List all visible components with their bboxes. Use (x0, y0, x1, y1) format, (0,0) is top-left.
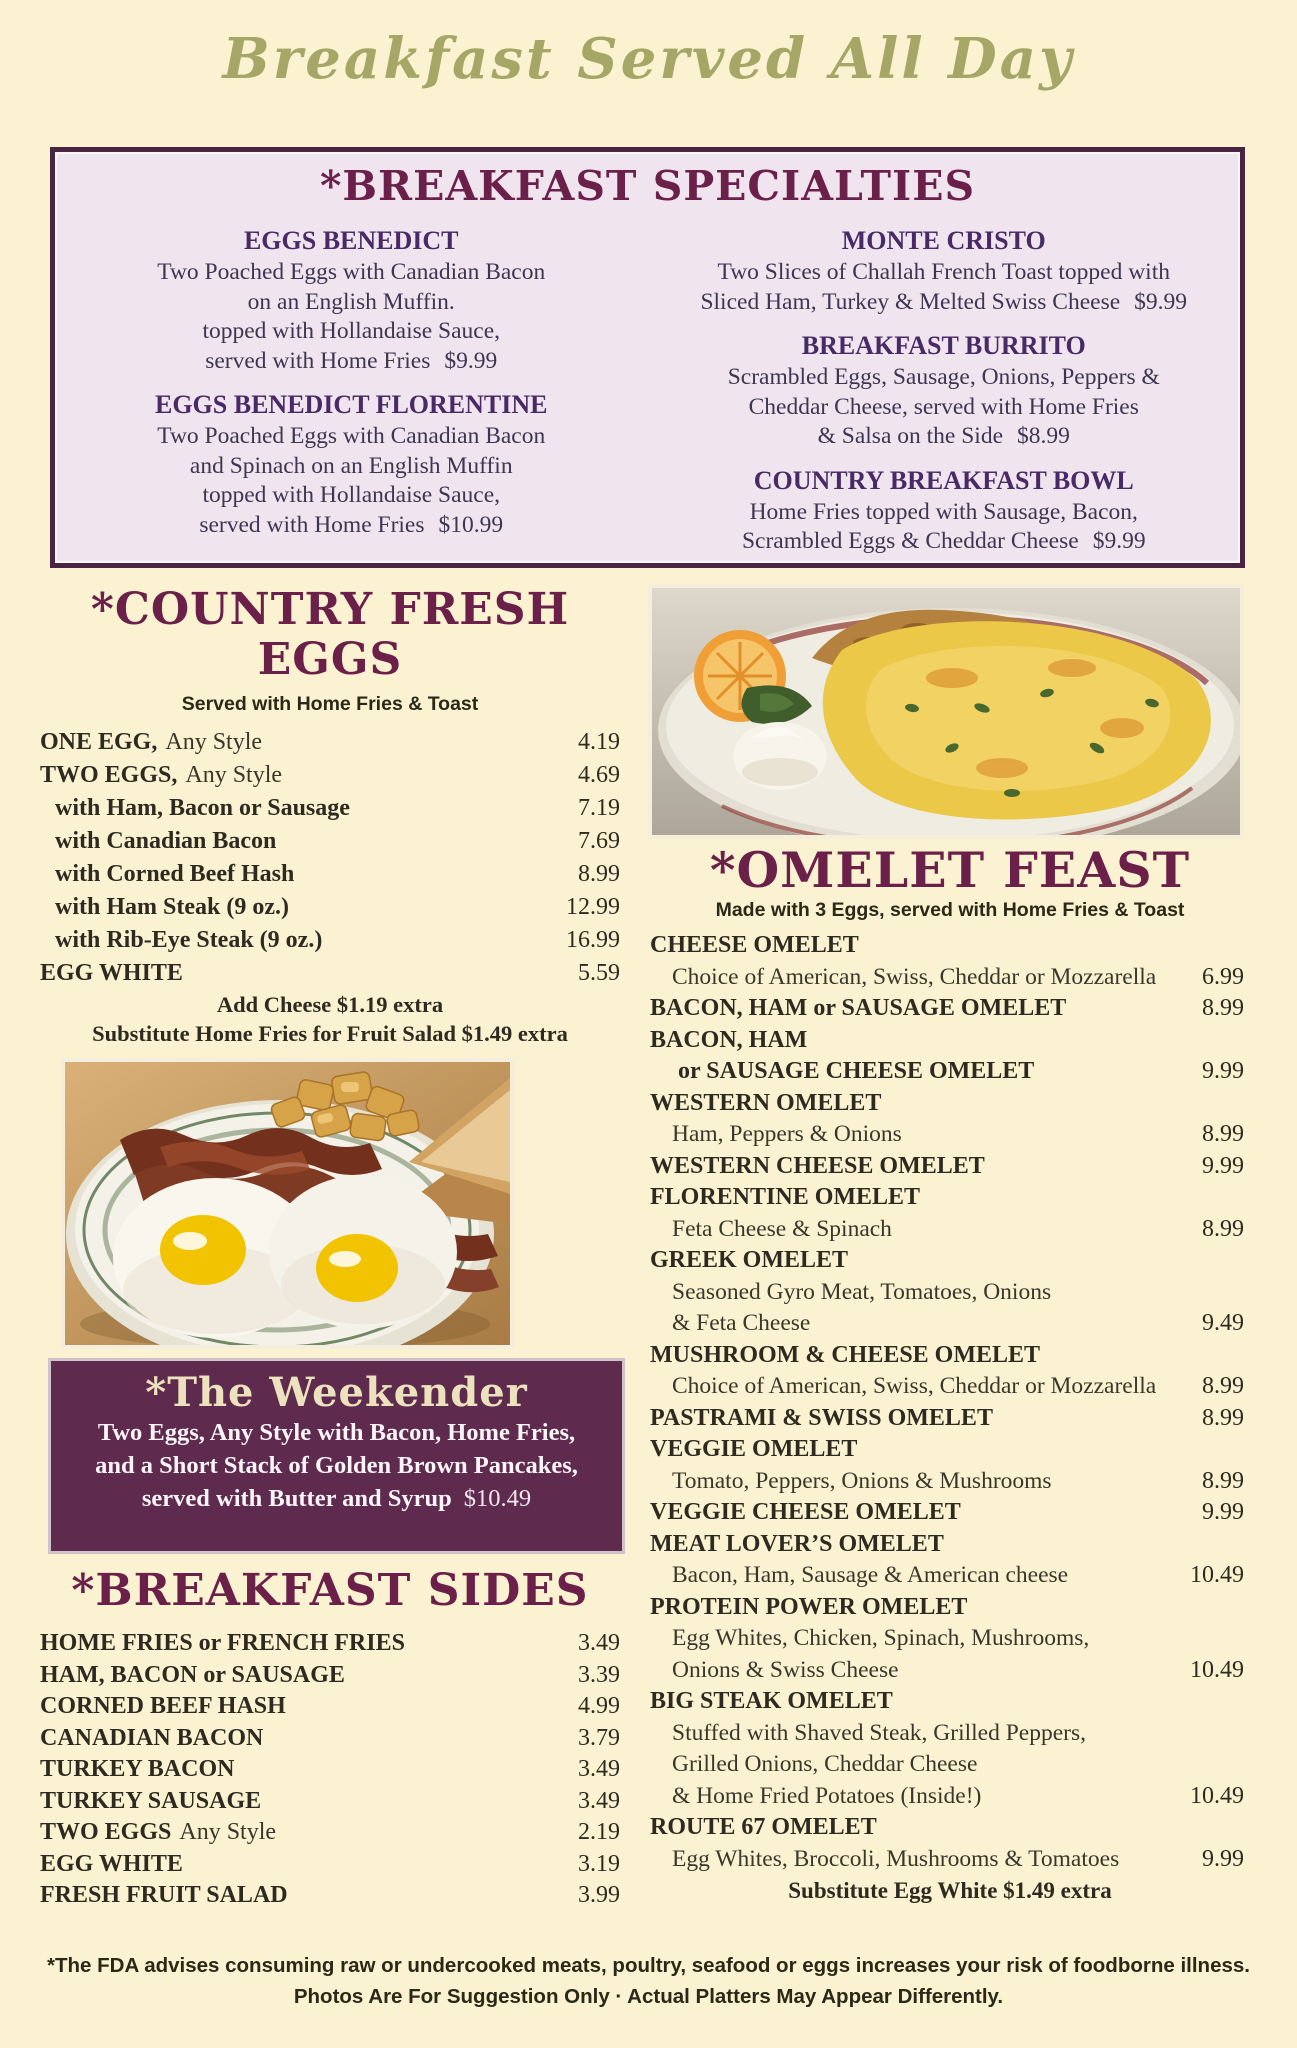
omelet-name: VEGGIE CHEESE OMELET (650, 1499, 961, 1525)
item-qualifier: Any Style (179, 1819, 277, 1845)
item-name: TWO EGGS, (40, 762, 178, 788)
item-name-group (40, 1817, 276, 1849)
omelet-price: 8.99 (1202, 1121, 1244, 1147)
omelet-item (650, 993, 1250, 1025)
omelet-description: Choice of American, Swiss, Cheddar or Mozzarella (672, 1373, 1157, 1399)
item-price: 8.99 (578, 861, 620, 887)
omelet-name: BIG STEAK OMELET (650, 1688, 893, 1714)
item-qualifier: Any Style (185, 762, 283, 788)
omelet-price: 9.99 (1202, 1058, 1244, 1084)
omelet-price: 8.99 (1202, 995, 1244, 1021)
menu-item-row (40, 924, 620, 957)
omelet-description: Seasoned Gyro Meat, Tomatoes, Onions & Feta Cheese (672, 1278, 1052, 1336)
omelet-name: WESTERN CHEESE OMELET (650, 1152, 985, 1179)
omelet-description: Stuffed with Shaved Steak, Grilled Peppers, Grilled Onions, Cheddar Cheese & Home Fried Potatoes (Inside!) (672, 1719, 1087, 1809)
specialty-price: $8.99 (1017, 423, 1070, 449)
weekender-price: $10.49 (463, 1485, 532, 1512)
item-name-group (55, 825, 276, 858)
omelet-name: BACON, HAM or SAUSAGE OMELET (650, 995, 1067, 1021)
item-price: 3.19 (578, 1850, 620, 1877)
item-name-group (40, 1723, 263, 1755)
menu-item-row (40, 1691, 620, 1723)
weekender-line1: Two Eggs, Any Style with Bacon, Home Fries, (97, 1419, 576, 1446)
section-title-country-fresh-eggs (40, 585, 620, 685)
specialty-description: Two Slices of Challah French Toast topped with (717, 259, 1170, 285)
section-title-line2: EGGS (257, 634, 403, 685)
item-price: 3.49 (578, 1630, 620, 1656)
specialty-price: $9.99 (444, 347, 498, 374)
menu-item-row (40, 1723, 620, 1755)
omelet-name: MEAT LOVER’S OMELET (650, 1530, 944, 1557)
specialty-description-text: served with Home Fries (205, 347, 431, 374)
specialty-item (648, 464, 1241, 557)
omelet-name: WESTERN OMELET (650, 1089, 882, 1116)
omelet-name: CHEESE OMELET (650, 932, 859, 958)
bacon-eggs-breakfast-photo (61, 1058, 514, 1349)
breakfast-sides-list (40, 1628, 620, 1912)
item-name: with Ham, Bacon or Sausage (55, 795, 350, 821)
section-title-line1: *COUNTRY FRESH (90, 584, 570, 635)
omelet-list (650, 930, 1250, 1875)
item-name-group (40, 1849, 183, 1881)
specialty-name: MONTE CRISTO (841, 226, 1046, 255)
specialties-right-column (648, 212, 1241, 557)
item-price: 4.19 (578, 729, 620, 755)
item-name-group (40, 1786, 261, 1818)
item-name-group (40, 759, 282, 792)
page-title: Breakfast Served All Day (222, 26, 1075, 92)
section-title-breakfast-sides: *BREAKFAST SIDES (71, 1565, 589, 1616)
menu-item-row (40, 858, 620, 891)
bacon-eggs-photo-art (65, 1062, 510, 1345)
omelet-price: 8.99 (1202, 1373, 1244, 1399)
specialties-columns (55, 212, 1240, 557)
item-name: HOME FRIES or FRENCH FRIES (40, 1630, 405, 1656)
menu-item-row (40, 1628, 620, 1660)
omelet-price: 9.99 (1202, 1152, 1244, 1179)
item-name-group (55, 792, 350, 825)
specialty-description-last-line (648, 422, 1241, 452)
specialty-description: Two Poached Eggs with Canadian Bacon and Spinach on an English Muffin topped with Hollandaise Sauce, (157, 423, 546, 508)
omelet-description: Egg Whites, Chicken, Spinach, Mushrooms, Onions & Swiss Cheese (672, 1625, 1090, 1683)
omelet-price: 9.99 (1202, 1499, 1244, 1525)
omelet-item (650, 1151, 1250, 1183)
item-price: 3.79 (578, 1724, 620, 1751)
menu-item-row (40, 825, 620, 858)
omelet-item (650, 1686, 1250, 1812)
omelet-description: Feta Cheese & Spinach (672, 1215, 892, 1242)
omelet-item (650, 1529, 1250, 1592)
item-name: CANADIAN BACON (40, 1724, 264, 1751)
omelet-description: Bacon, Ham, Sausage & American cheese (672, 1562, 1069, 1588)
specialty-name: COUNTRY BREAKFAST BOWL (753, 465, 1134, 495)
omelet-description: Ham, Peppers & Onions (672, 1121, 902, 1147)
omelet-description: Egg Whites, Broccoli, Mushrooms & Tomatoes (672, 1845, 1120, 1872)
omelet-item (650, 1434, 1250, 1497)
omelet-feast-subtitle: Made with 3 Eggs, served with Home Fries & Toast (715, 899, 1185, 921)
item-name-group (40, 1628, 405, 1660)
omelet-name: MUSHROOM & CHEESE OMELET (650, 1341, 1041, 1368)
item-name: with Canadian Bacon (55, 828, 277, 854)
item-name: FRESH FRUIT SALAD (40, 1882, 288, 1908)
menu-item-row (40, 891, 620, 924)
specialty-name: BREAKFAST BURRITO (801, 331, 1086, 360)
item-price: 3.49 (578, 1787, 620, 1814)
specialty-description-last-line (648, 288, 1241, 318)
country-fresh-eggs-subtitle: Served with Home Fries & Toast (181, 693, 479, 715)
menu-item-row (40, 1754, 620, 1786)
specialty-name: EGGS BENEDICT FLORENTINE (154, 390, 548, 419)
footer-disclaimer (0, 1950, 1297, 2012)
fda-disclaimer: *The FDA advises consuming raw or undercooked meats, poultry, seafood or eggs increases your risk of foodborne illness. (47, 1954, 1250, 1977)
omelet-name: PROTEIN POWER OMELET (650, 1593, 968, 1620)
omelet-feast-section (650, 841, 1250, 1904)
omelet-description: Tomato, Peppers, Onions & Mushrooms (672, 1467, 1052, 1494)
omelet-price: 8.99 (1202, 1467, 1244, 1494)
substitute-note: Substitute Home Fries for Fruit Salad $1.49 extra (92, 1021, 568, 1046)
specialty-description-last-line (648, 527, 1241, 557)
menu-item-row (40, 792, 620, 825)
menu-item-row (40, 759, 620, 792)
item-price: 4.99 (578, 1693, 620, 1719)
item-name: EGG WHITE (40, 1850, 183, 1877)
country-fresh-eggs-list (40, 726, 620, 990)
item-name: with Corned Beef Hash (55, 861, 295, 887)
omelet-price: 8.99 (1202, 1215, 1244, 1242)
omelet-price: 10.49 (1190, 1782, 1244, 1809)
omelet-item (650, 1592, 1250, 1687)
item-price: 12.99 (566, 894, 620, 920)
item-price: 7.69 (578, 828, 620, 854)
omelet-name: GREEK OMELET (650, 1247, 849, 1273)
omelet-price: 6.99 (1202, 963, 1244, 990)
weekender-last-text: served with Butter and Syrup (141, 1485, 452, 1512)
item-price: 5.59 (578, 960, 620, 986)
omelet-item (650, 1812, 1250, 1875)
specialty-description-text: & Salsa on the Side (817, 423, 1003, 449)
item-name-group (55, 858, 294, 891)
omelet-price: 10.49 (1190, 1562, 1244, 1588)
specialty-item (55, 388, 648, 540)
item-name: EGG WHITE (40, 960, 183, 986)
omelet-description: Choice of American, Swiss, Cheddar or Mozzarella (672, 963, 1157, 990)
item-price: 7.19 (578, 795, 620, 821)
menu-item-row (40, 1660, 620, 1692)
specialty-name: EGGS BENEDICT (243, 226, 459, 255)
item-name-group (40, 726, 262, 759)
item-name-group (40, 1880, 288, 1912)
omelet-item (650, 1025, 1250, 1088)
specialty-description-last-line (55, 511, 648, 541)
egg-white-substitute-note: Substitute Egg White $1.49 extra (788, 1878, 1112, 1903)
specialty-description-text: Scrambled Eggs & Cheddar Cheese (741, 528, 1079, 554)
section-title-omelet-feast: *OMELET FEAST (709, 841, 1191, 899)
add-cheese-note: Add Cheese $1.19 extra (216, 992, 444, 1017)
item-name: TURKEY BACON (40, 1756, 235, 1782)
item-name: with Rib-Eye Steak (9 oz.) (55, 927, 323, 953)
item-price: 3.99 (578, 1882, 620, 1908)
item-name-group (40, 1754, 234, 1786)
omelet-item (650, 1245, 1250, 1340)
item-name-group (40, 957, 183, 990)
specialty-price: $9.99 (1092, 528, 1146, 554)
item-name: TWO EGGS (40, 1819, 172, 1845)
specialty-description-last-line (55, 347, 648, 377)
item-name: CORNED BEEF HASH (40, 1693, 286, 1719)
item-name-group (40, 1660, 345, 1692)
omelet-item (650, 1497, 1250, 1529)
item-name: ONE EGG, (40, 729, 158, 755)
omelet-price: 8.99 (1202, 1404, 1244, 1431)
item-name: TURKEY SAUSAGE (40, 1787, 262, 1814)
item-price: 4.69 (578, 762, 620, 788)
specialty-price: $9.99 (1134, 288, 1188, 315)
section-title-breakfast-specialties: *BREAKFAST SPECIALTIES (319, 162, 976, 210)
menu-item-row (40, 957, 620, 990)
specialty-item (648, 329, 1241, 452)
specialty-description: Home Fries topped with Sausage, Bacon, (749, 498, 1138, 525)
omelet-name: ROUTE 67 OMELET (650, 1814, 877, 1840)
omelet-item (650, 1340, 1250, 1403)
omelet-name: FLORENTINE OMELET (650, 1184, 921, 1210)
breakfast-sides-section (40, 1566, 620, 1912)
item-name-group (55, 891, 289, 924)
menu-item-row (40, 1786, 620, 1818)
omelet-name: PASTRAMI & SWISS OMELET (650, 1404, 993, 1431)
specialty-item (648, 224, 1241, 317)
specialty-description: Two Poached Eggs with Canadian Bacon on an English Muffin. topped with Hollandaise Sauce, (157, 259, 546, 344)
menu-item-row (40, 1849, 620, 1881)
omelet-item (650, 1182, 1250, 1245)
omelet-name: VEGGIE OMELET (650, 1436, 858, 1462)
specialties-left-column (55, 212, 648, 557)
weekender-last-line (51, 1482, 622, 1515)
item-price: 2.19 (578, 1819, 620, 1845)
item-qualifier: Any Style (165, 729, 263, 755)
omelet-name: BACON, HAM or SAUSAGE CHEESE OMELET (650, 1026, 1035, 1084)
menu-item-row (40, 1817, 620, 1849)
omelet-platter-photo (648, 584, 1244, 839)
weekender-box (48, 1358, 625, 1554)
item-name-group (55, 924, 322, 957)
weekender-title: *The Weekender (145, 1369, 528, 1416)
weekender-line2: and a Short Stack of Golden Brown Pancakes, (95, 1452, 578, 1479)
omelet-item (650, 930, 1250, 993)
menu-item-row (40, 1880, 620, 1912)
omelet-price: 9.49 (1202, 1310, 1244, 1336)
specialty-description-text: served with Home Fries (199, 511, 425, 538)
specialty-description-text: Sliced Ham, Turkey & Melted Swiss Cheese (700, 288, 1121, 315)
specialty-price: $10.99 (438, 511, 504, 538)
omelet-item (650, 1403, 1250, 1435)
specialty-description: Scrambled Eggs, Sausage, Onions, Peppers & Cheddar Cheese, served with Home Fries (727, 364, 1160, 420)
menu-item-row (40, 726, 620, 759)
omelet-price: 10.49 (1190, 1656, 1244, 1683)
omelet-price: 9.99 (1202, 1845, 1244, 1872)
omelet-item (650, 1088, 1250, 1151)
item-name: with Ham Steak (9 oz.) (55, 894, 289, 920)
item-price: 16.99 (566, 927, 620, 953)
photo-disclaimer: Photos Are For Suggestion Only · Actual Platters May Appear Differently. (293, 1985, 1004, 2008)
item-price: 3.39 (578, 1661, 620, 1688)
country-fresh-eggs-section (40, 585, 620, 1048)
breakfast-specialties-box (50, 147, 1245, 568)
specialty-item (55, 224, 648, 376)
item-price: 3.49 (578, 1756, 620, 1782)
item-name: HAM, BACON or SAUSAGE (40, 1661, 345, 1688)
omelet-photo-art (652, 588, 1240, 835)
item-name-group (40, 1691, 286, 1723)
